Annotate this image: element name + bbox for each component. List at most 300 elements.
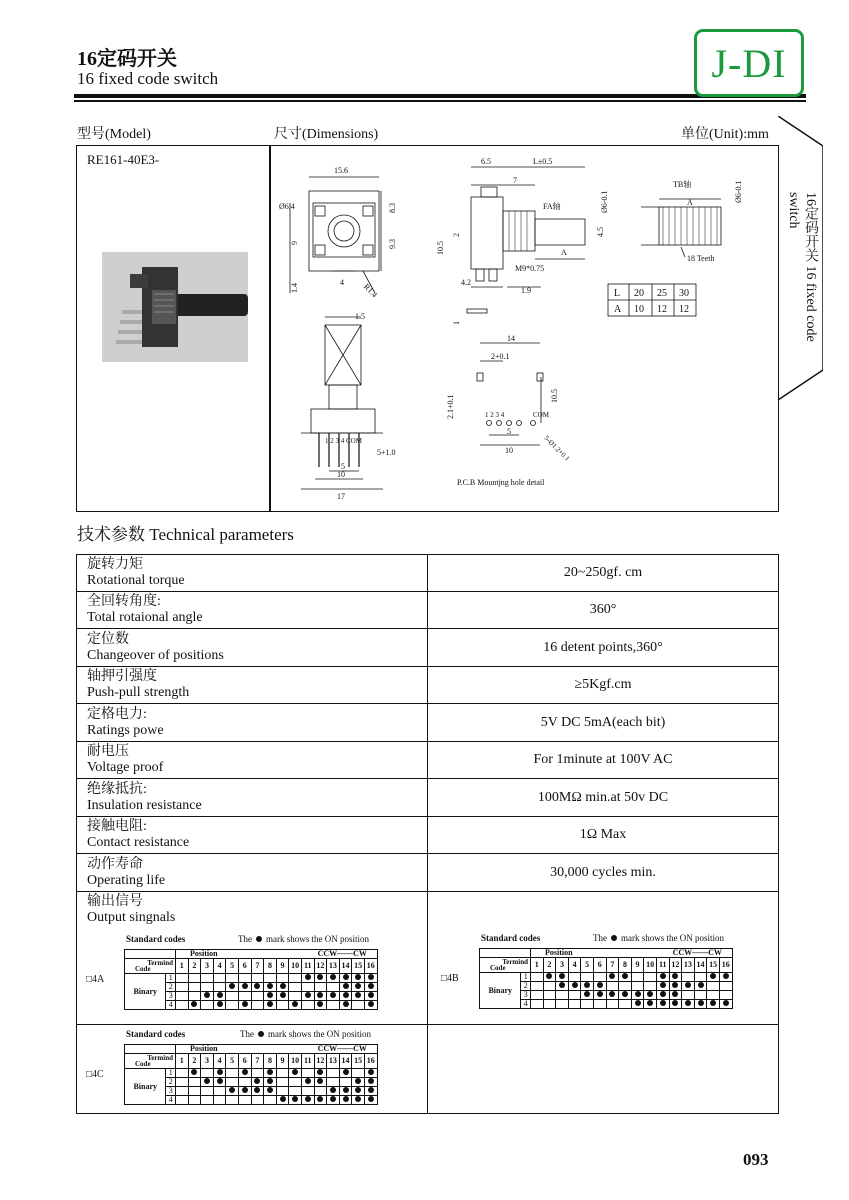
dim-bottom-r: 17 bbox=[337, 492, 345, 501]
code-cell bbox=[201, 983, 214, 992]
code-cell bbox=[682, 982, 695, 991]
code-cell bbox=[176, 1096, 189, 1105]
position-col: 2 bbox=[188, 959, 201, 974]
code-cell bbox=[631, 991, 644, 1000]
on-dot bbox=[317, 1078, 323, 1084]
table-row bbox=[77, 629, 779, 667]
la-cell: 25 bbox=[657, 288, 667, 299]
on-dot bbox=[368, 983, 374, 989]
dim-side-aa: A bbox=[561, 248, 567, 257]
code-table-body bbox=[86, 949, 416, 1010]
on-dot bbox=[597, 982, 603, 988]
on-dot bbox=[647, 991, 653, 997]
code-table-4b bbox=[441, 933, 771, 1009]
param-label bbox=[77, 704, 428, 742]
code-cell bbox=[264, 1096, 277, 1105]
code-cell bbox=[301, 983, 314, 992]
on-dot bbox=[305, 1096, 311, 1102]
code-cell bbox=[531, 982, 544, 991]
on-dot bbox=[292, 1001, 298, 1007]
termind-label: Termind bbox=[147, 959, 173, 967]
dim-side-x: 4.2 bbox=[461, 278, 471, 287]
row-label: 4 bbox=[166, 1096, 176, 1105]
code-grid-header bbox=[480, 949, 733, 958]
code-cell bbox=[339, 1069, 352, 1078]
position-col: 6 bbox=[593, 958, 606, 973]
note-post: mark shows the ON position bbox=[266, 934, 369, 944]
code-cell bbox=[543, 1000, 556, 1009]
code-cell bbox=[238, 1069, 251, 1078]
dim-pcb-w: 14 bbox=[507, 334, 515, 343]
code-cell bbox=[251, 974, 264, 983]
on-dot bbox=[685, 1000, 691, 1006]
code-cell bbox=[264, 992, 277, 1001]
on-dot bbox=[330, 1087, 336, 1093]
standard-codes-label: Standard codes bbox=[126, 934, 186, 944]
front-view bbox=[290, 177, 381, 293]
param-value: 100MΩ min.at 50v DC bbox=[428, 779, 779, 817]
param-value: 1Ω Max bbox=[428, 817, 779, 854]
code-cell bbox=[264, 983, 277, 992]
on-dot bbox=[672, 1000, 678, 1006]
code-cell bbox=[339, 1001, 352, 1010]
on-dot bbox=[355, 992, 361, 998]
code-cell bbox=[669, 982, 682, 991]
code-cell bbox=[213, 992, 226, 1001]
position-col: 4 bbox=[213, 1054, 226, 1069]
on-dot bbox=[355, 1087, 361, 1093]
position-col: 15 bbox=[352, 959, 365, 974]
on-dot bbox=[660, 1000, 666, 1006]
dim-bottom-p: 5 bbox=[341, 462, 345, 471]
code-cell bbox=[581, 982, 594, 991]
on-dot bbox=[267, 1078, 273, 1084]
code-table-id: □4C bbox=[86, 1069, 104, 1080]
on-dot bbox=[355, 983, 361, 989]
dim-front-d: Ø6.4 bbox=[279, 202, 295, 211]
code-cell bbox=[213, 1001, 226, 1010]
table-row bbox=[77, 742, 779, 779]
code-cell bbox=[327, 1078, 340, 1087]
code-cell bbox=[364, 974, 377, 983]
dim-front-h2: 9.3 bbox=[388, 239, 397, 249]
note-post: mark shows the ON position bbox=[621, 933, 724, 943]
position-text: Position bbox=[545, 948, 573, 957]
la-cell: 20 bbox=[634, 288, 644, 299]
param-label bbox=[77, 779, 428, 817]
code-cell bbox=[593, 991, 606, 1000]
code-cell bbox=[176, 1069, 189, 1078]
code-cell bbox=[276, 974, 289, 983]
on-dot bbox=[292, 1096, 298, 1102]
on-mark-note bbox=[240, 1029, 371, 1039]
code-cell bbox=[176, 1087, 189, 1096]
on-dot bbox=[343, 992, 349, 998]
code-cell bbox=[581, 1000, 594, 1009]
position-text: Position bbox=[190, 949, 218, 958]
code-cell bbox=[314, 1069, 327, 1078]
code-cell bbox=[314, 974, 327, 983]
code-cell bbox=[176, 1001, 189, 1010]
code-cell bbox=[364, 1078, 377, 1087]
la-table-values bbox=[614, 288, 689, 315]
position-col: 7 bbox=[251, 1054, 264, 1069]
on-dot bbox=[672, 991, 678, 997]
code-cell bbox=[656, 982, 669, 991]
code-cell bbox=[339, 983, 352, 992]
on-dot bbox=[330, 992, 336, 998]
dim-side-y: 1.9 bbox=[521, 286, 531, 295]
code-cell bbox=[289, 992, 302, 1001]
code-cell bbox=[213, 1096, 226, 1105]
dim-side-s: 4.5 bbox=[596, 227, 605, 237]
code-cell bbox=[251, 1069, 264, 1078]
table-row bbox=[77, 817, 779, 854]
code-cell bbox=[568, 991, 581, 1000]
on-dot bbox=[368, 1087, 374, 1093]
binary-label: Binary bbox=[480, 973, 521, 1009]
on-dot bbox=[355, 1078, 361, 1084]
code-termind-cell bbox=[480, 958, 531, 973]
param-label-en: Rotational torque bbox=[87, 573, 185, 588]
termind-label: Termind bbox=[502, 958, 528, 966]
dim-side-z: 1 bbox=[452, 321, 461, 325]
code-cell bbox=[327, 974, 340, 983]
position-col: 2 bbox=[188, 1054, 201, 1069]
code-table-id: □4B bbox=[441, 973, 459, 984]
code-cell bbox=[707, 973, 720, 982]
on-dot bbox=[584, 982, 590, 988]
on-dot bbox=[622, 973, 628, 979]
side-tab-text: 16定码开关 16 fixed code switch bbox=[786, 192, 818, 342]
label-tb-teeth: 18 Teeth bbox=[687, 254, 715, 263]
row-label: 2 bbox=[166, 1078, 176, 1087]
on-dot bbox=[305, 974, 311, 980]
termind-label: Termind bbox=[147, 1054, 173, 1062]
code-table-4a bbox=[86, 934, 416, 1010]
on-dot bbox=[280, 983, 286, 989]
on-dot bbox=[647, 1000, 653, 1006]
on-dot bbox=[242, 1087, 248, 1093]
code-cell bbox=[301, 1078, 314, 1087]
dim-bottom-s: 5+1.0 bbox=[377, 448, 396, 457]
position-col: 4 bbox=[568, 958, 581, 973]
param-label-en: Operating life bbox=[87, 872, 166, 888]
code-cell bbox=[276, 1001, 289, 1010]
on-dot bbox=[609, 973, 615, 979]
note-post: mark shows the ON position bbox=[268, 1029, 371, 1039]
code-cell bbox=[644, 982, 657, 991]
code-cell bbox=[669, 973, 682, 982]
position-col: 5 bbox=[226, 959, 239, 974]
code-grid-cols bbox=[125, 1054, 378, 1069]
code-cell bbox=[719, 973, 732, 982]
on-dot bbox=[723, 973, 729, 979]
code-grid-corner bbox=[125, 1045, 176, 1054]
dim-pcb-a: 2+0.1 bbox=[491, 352, 510, 361]
on-dot bbox=[559, 982, 565, 988]
on-mark-note bbox=[238, 934, 369, 944]
code-cell bbox=[289, 1001, 302, 1010]
code-cell bbox=[631, 982, 644, 991]
ccw-cw-text: CCW——CW bbox=[672, 948, 722, 957]
code-cell bbox=[352, 983, 365, 992]
on-dot bbox=[242, 1069, 248, 1075]
label-pin-numbers: 1 2 3 4 COM bbox=[325, 437, 362, 445]
on-dot bbox=[710, 973, 716, 979]
code-cell bbox=[364, 992, 377, 1001]
on-dot bbox=[368, 1069, 374, 1075]
code-cell bbox=[669, 991, 682, 1000]
position-col: 7 bbox=[251, 959, 264, 974]
position-col: 1 bbox=[176, 959, 189, 974]
on-dot bbox=[368, 974, 374, 980]
dim-pcb-b: 10.5 bbox=[550, 389, 559, 403]
code-cell bbox=[276, 1078, 289, 1087]
code-termind-cell bbox=[125, 1054, 176, 1069]
dim-side-m: M9*0.75 bbox=[515, 264, 545, 273]
code-cell bbox=[176, 983, 189, 992]
code-cell bbox=[719, 982, 732, 991]
code-table-header bbox=[118, 934, 416, 946]
code-cell bbox=[606, 1000, 619, 1009]
on-dot bbox=[368, 992, 374, 998]
on-dot bbox=[343, 1069, 349, 1075]
position-col: 3 bbox=[556, 958, 569, 973]
code-cell bbox=[556, 982, 569, 991]
on-dot bbox=[217, 992, 223, 998]
la-cell: A bbox=[614, 304, 622, 315]
code-cell bbox=[264, 974, 277, 983]
code-cell bbox=[327, 992, 340, 1001]
table-row bbox=[77, 854, 779, 892]
code-cell bbox=[238, 1001, 251, 1010]
on-dot bbox=[572, 982, 578, 988]
ccw-cw-text: CCW——CW bbox=[317, 949, 367, 958]
model-label: 型号(Model) bbox=[77, 127, 151, 142]
param-label-en: Ratings powe bbox=[87, 722, 164, 738]
code-cell bbox=[339, 1078, 352, 1087]
code-cell bbox=[327, 983, 340, 992]
code-cell bbox=[719, 991, 732, 1000]
code-cell bbox=[289, 1069, 302, 1078]
code-cell bbox=[568, 1000, 581, 1009]
page-number: 093 bbox=[743, 1150, 769, 1169]
code-cell bbox=[264, 1069, 277, 1078]
code-cell bbox=[314, 1096, 327, 1105]
on-dot bbox=[355, 1096, 361, 1102]
la-cell: 10 bbox=[634, 304, 644, 315]
code-cell bbox=[176, 1078, 189, 1087]
code-cell bbox=[364, 1087, 377, 1096]
code-cell bbox=[301, 1087, 314, 1096]
on-mark-note bbox=[593, 933, 724, 943]
note-pre: The bbox=[240, 1029, 254, 1039]
code-cell bbox=[238, 974, 251, 983]
code-cell bbox=[213, 983, 226, 992]
code-grid-row bbox=[125, 974, 378, 983]
code-cell bbox=[176, 992, 189, 1001]
code-cell bbox=[251, 1078, 264, 1087]
note-pre: The bbox=[238, 934, 252, 944]
ccw-cw-text: CCW——CW bbox=[317, 1044, 367, 1053]
code-cell bbox=[568, 982, 581, 991]
param-label-en: Insulation resistance bbox=[87, 797, 202, 813]
brand-logo: J-DI bbox=[694, 29, 804, 97]
code-cell bbox=[226, 1078, 239, 1087]
code-table-header bbox=[118, 1029, 416, 1041]
code-cell bbox=[188, 1001, 201, 1010]
code-cell bbox=[188, 1096, 201, 1105]
label-pcb-pins: 1 2 3 4 bbox=[485, 411, 505, 419]
position-col: 9 bbox=[276, 1054, 289, 1069]
row-label: 1 bbox=[166, 1069, 176, 1078]
dim-front-h3: 9 bbox=[290, 241, 299, 245]
code-cell bbox=[352, 1078, 365, 1087]
code-cell bbox=[314, 992, 327, 1001]
on-dot bbox=[635, 991, 641, 997]
code-cell bbox=[352, 1087, 365, 1096]
code-cell bbox=[188, 1078, 201, 1087]
dimensions-label: 尺寸(Dimensions) bbox=[274, 127, 379, 142]
on-dot bbox=[254, 983, 260, 989]
on-dot bbox=[204, 992, 210, 998]
param-label-en: Contact resistance bbox=[87, 835, 190, 850]
param-label-cn: 定位数 bbox=[87, 631, 129, 647]
code-cell bbox=[276, 1069, 289, 1078]
on-mark-dot bbox=[258, 1031, 264, 1037]
code-cell bbox=[606, 982, 619, 991]
code-cell bbox=[543, 982, 556, 991]
on-dot bbox=[660, 991, 666, 997]
code-cell bbox=[352, 992, 365, 1001]
code-cell bbox=[201, 1087, 214, 1096]
code-cell bbox=[707, 991, 720, 1000]
code-cell bbox=[694, 1000, 707, 1009]
on-dot bbox=[330, 974, 336, 980]
on-dot bbox=[217, 1069, 223, 1075]
code-cell bbox=[226, 974, 239, 983]
on-dot bbox=[317, 1096, 323, 1102]
row-label: 2 bbox=[166, 983, 176, 992]
code-cell bbox=[581, 973, 594, 982]
pcb-labels bbox=[446, 334, 571, 487]
binary-label: Binary bbox=[125, 974, 166, 1010]
table-row bbox=[77, 592, 779, 629]
code-cell bbox=[314, 1001, 327, 1010]
on-dot bbox=[609, 991, 615, 997]
code-cell bbox=[226, 1001, 239, 1010]
code-grid-row bbox=[125, 1069, 378, 1078]
on-dot bbox=[330, 1096, 336, 1102]
code-cell bbox=[289, 1096, 302, 1105]
position-col: 14 bbox=[694, 958, 707, 973]
on-dot bbox=[267, 983, 273, 989]
code-grid-corner bbox=[125, 950, 176, 959]
position-col: 3 bbox=[201, 1054, 214, 1069]
position-col: 10 bbox=[644, 958, 657, 973]
position-col: 3 bbox=[201, 959, 214, 974]
code-cell bbox=[619, 982, 632, 991]
row-label: 1 bbox=[521, 973, 531, 982]
param-label-en: Push-pull strength bbox=[87, 685, 190, 700]
param-label-cn: 输出信号 bbox=[87, 894, 143, 909]
code-cell bbox=[188, 1069, 201, 1078]
position-col: 5 bbox=[581, 958, 594, 973]
position-col: 10 bbox=[289, 1054, 302, 1069]
code-cell bbox=[188, 992, 201, 1001]
code-cell bbox=[251, 983, 264, 992]
on-dot bbox=[698, 1000, 704, 1006]
code-cell bbox=[289, 1078, 302, 1087]
on-dot bbox=[635, 1000, 641, 1006]
note-pre: The bbox=[593, 933, 607, 943]
dim-side-c: 7 bbox=[513, 176, 517, 185]
code-table-body bbox=[86, 1044, 416, 1105]
la-cell: 12 bbox=[657, 304, 667, 315]
code-cell bbox=[251, 1001, 264, 1010]
dim-pcb-h: 5-Ø1.2+0.1 bbox=[542, 434, 572, 463]
code-cell bbox=[606, 991, 619, 1000]
code-cell bbox=[339, 974, 352, 983]
code-cell bbox=[289, 974, 302, 983]
on-dot bbox=[229, 1087, 235, 1093]
code-cell bbox=[327, 1001, 340, 1010]
on-dot bbox=[343, 983, 349, 989]
position-col: 1 bbox=[531, 958, 544, 973]
on-dot bbox=[217, 1078, 223, 1084]
position-text: Position bbox=[190, 1044, 218, 1053]
code-cell bbox=[694, 973, 707, 982]
dim-side-a: 6.5 bbox=[481, 157, 491, 166]
on-mark-dot bbox=[256, 936, 262, 942]
code-table-id: □4A bbox=[86, 974, 105, 985]
code-cell bbox=[213, 1069, 226, 1078]
on-dot bbox=[191, 1069, 197, 1075]
code-cell bbox=[707, 1000, 720, 1009]
code-cell bbox=[289, 983, 302, 992]
code-cell bbox=[531, 1000, 544, 1009]
code-cell bbox=[644, 973, 657, 982]
code-grid bbox=[124, 949, 378, 1010]
position-label bbox=[531, 949, 733, 958]
param-label-cn: 旋转力矩 bbox=[87, 557, 143, 572]
on-dot bbox=[343, 1087, 349, 1093]
code-cell bbox=[669, 1000, 682, 1009]
on-dot bbox=[229, 983, 235, 989]
on-dot bbox=[672, 973, 678, 979]
code-cell bbox=[238, 992, 251, 1001]
code-cell bbox=[364, 1069, 377, 1078]
code-cell bbox=[619, 1000, 632, 1009]
code-cell bbox=[314, 983, 327, 992]
code-label: Code bbox=[490, 964, 506, 972]
code-cell bbox=[188, 983, 201, 992]
param-label bbox=[77, 742, 428, 779]
on-dot bbox=[343, 1096, 349, 1102]
code-cell bbox=[352, 974, 365, 983]
param-value: 5V DC 5mA(each bit) bbox=[428, 704, 779, 742]
position-col: 7 bbox=[606, 958, 619, 973]
model-value: RE161-40E3- bbox=[87, 152, 160, 167]
code-termind-cell bbox=[125, 959, 176, 974]
code-cell bbox=[682, 1000, 695, 1009]
on-dot bbox=[685, 982, 691, 988]
dim-side-b: L±0.5 bbox=[533, 157, 553, 166]
param-label-cn: 绝缘抵抗: bbox=[87, 781, 147, 797]
param-label-cn: 耐电压 bbox=[87, 744, 129, 759]
code-cell bbox=[301, 1069, 314, 1078]
